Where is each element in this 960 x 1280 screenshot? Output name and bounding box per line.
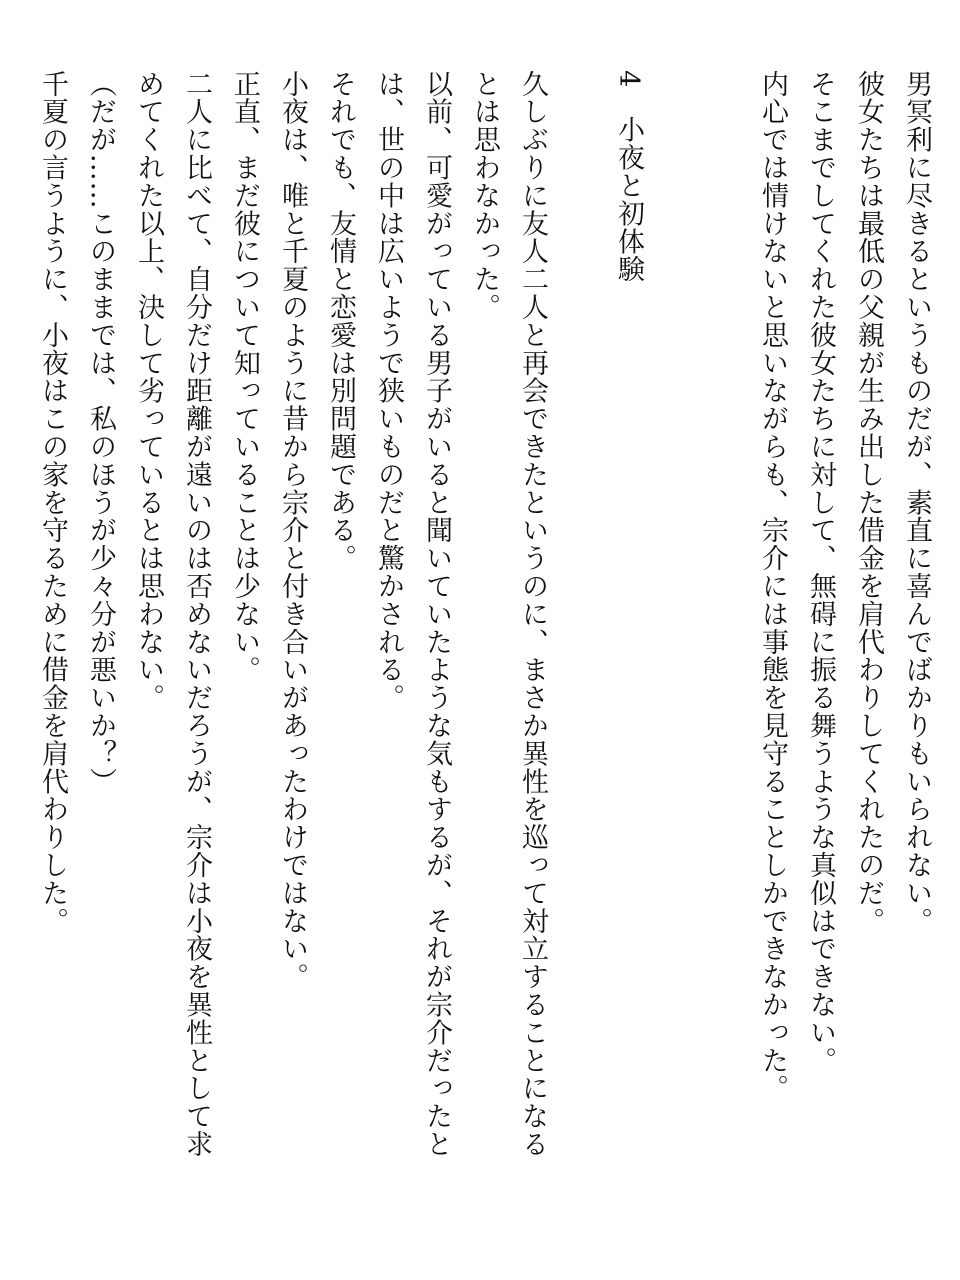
text-line: 以前、可愛がっている男子がいると聞いていたような気もするが、それが宗介だったと xyxy=(421,70,452,1159)
text-line: は、世の中は広いようで狭いものだと驚かされる。 xyxy=(373,70,404,712)
chapter-heading: 4 小夜と初体験 xyxy=(613,70,644,284)
text-line: 千夏の言うように、小夜はこの家を守るために借金を肩代わりした。 xyxy=(37,70,68,935)
text-line: それでも、友情と恋愛は別問題である。 xyxy=(325,70,356,573)
text-line: めてくれた以上、決して劣っているとは思わない。 xyxy=(133,70,164,712)
text-line: 彼女たちは最低の父親が生み出した借金を肩代わりしてくれたのだ。 xyxy=(853,70,884,935)
blank-line xyxy=(700,70,748,1250)
blank-line xyxy=(652,70,700,1250)
text-line: 内心では情けないと思いながらも、宗介には事態を見守ることしかできなかった。 xyxy=(757,70,788,1103)
text-line: （だが……このままでは、私のほうが少々分が悪いか？） xyxy=(85,70,116,796)
text-line: 二人に比べて、自分だけ距離が遠いのは否めないだろうが、宗介は小夜を異性として求 xyxy=(181,70,212,1159)
text-line: 男冥利に尽きるというものだが、素直に喜んでばかりもいられない。 xyxy=(901,70,932,935)
text-line: 久しぶりに友人二人と再会できたというのに、まさか異性を巡って対立することになる xyxy=(517,70,548,1159)
text-line: 正直、まだ彼について知っていることは少ない。 xyxy=(229,70,260,684)
text-line: とは思わなかった。 xyxy=(469,70,500,322)
text-line: 小夜は、唯と千夏のように昔から宗介と付き合いがあったわけではない。 xyxy=(277,70,308,991)
vertical-text-body xyxy=(28,70,940,1250)
text-line: そこまでしてくれた彼女たちに対して、無碍に振る舞うような真似はできない。 xyxy=(805,70,836,1075)
blank-line xyxy=(556,70,604,1250)
